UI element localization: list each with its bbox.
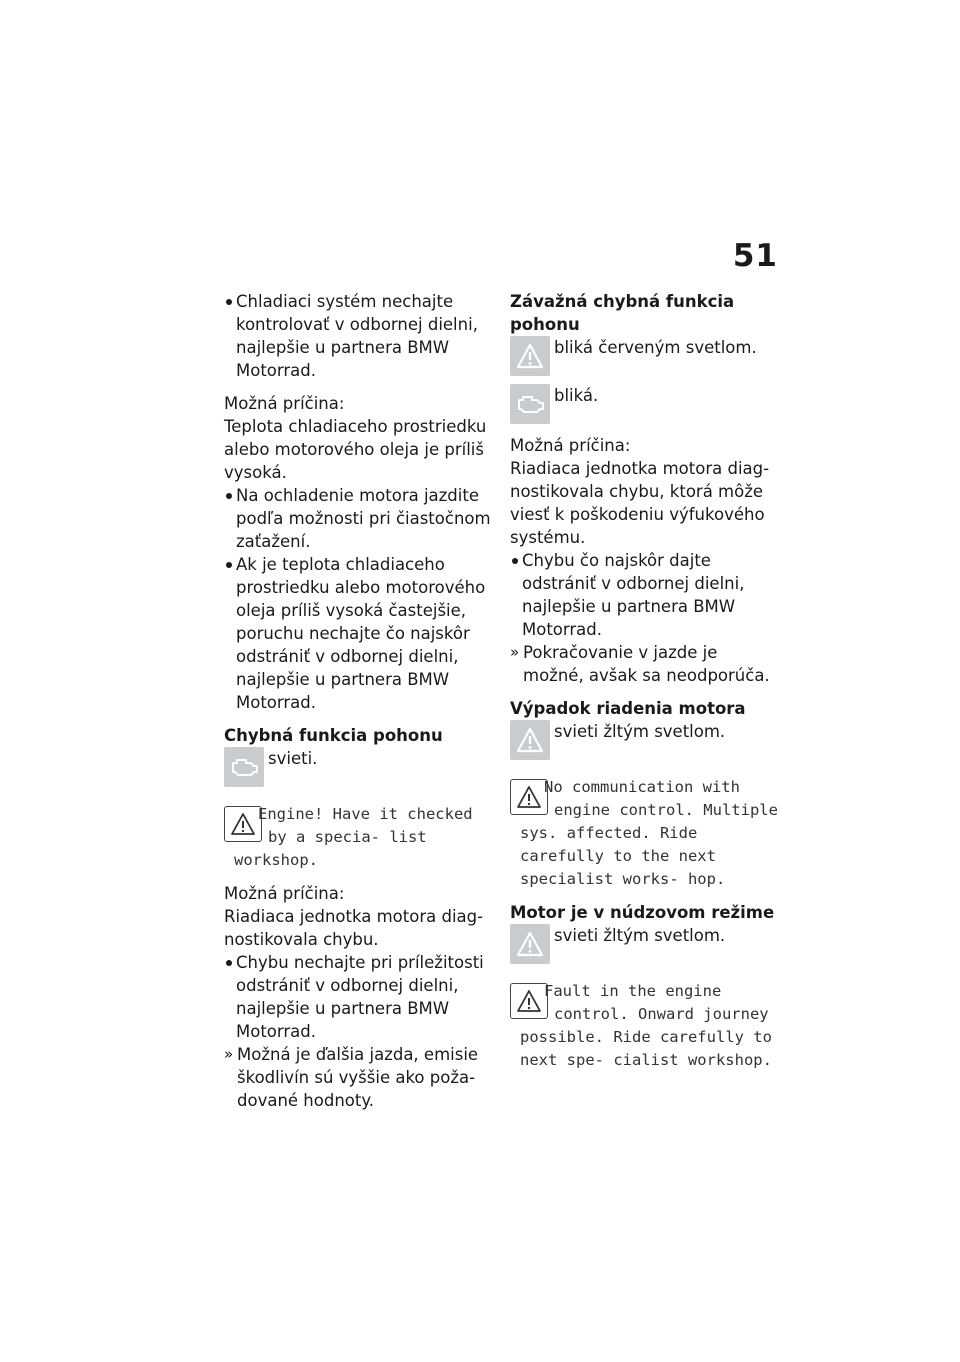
warning-triangle-icon (510, 779, 548, 815)
indicator-text: svieti. (268, 749, 318, 768)
display-message (510, 776, 782, 891)
warning-lamp-icon (510, 720, 550, 760)
result-item (510, 641, 782, 687)
cause-label: Možná príčina: (510, 436, 631, 455)
right-column (510, 290, 782, 1072)
indicator-row (510, 924, 782, 964)
cause-text: Riadiaca jednotka motora diagnostikovala chybu. (224, 907, 484, 949)
indicator-row (510, 336, 782, 376)
indicator-row (510, 720, 782, 760)
engine-lamp-icon (224, 747, 264, 787)
page-number: 51 (732, 238, 778, 274)
cause-label: Možná príčina: (224, 394, 345, 413)
result-item (224, 1043, 492, 1112)
indicator-row (510, 384, 782, 424)
warning-triangle-icon (510, 983, 548, 1019)
warning-lamp-icon (510, 336, 550, 376)
indicator-text: bliká. (554, 386, 599, 405)
cause-text: Riadiaca jednotka motora diagnostikovala chybu, ktorá môže viesť k poškodeniu výfukového systému. (510, 459, 770, 547)
indicator-text: svieti žltým svetlom. (554, 926, 726, 945)
result-marker: » (510, 643, 520, 661)
indicator-text: bliká červeným svetlom. (554, 338, 757, 357)
result-text: Pokračovanie v jazde je možné, avšak sa neodporúča. (523, 643, 770, 685)
cause-label: Možná príčina: (224, 884, 345, 903)
display-message (510, 980, 782, 1072)
section-heading: Výpadok riadenia motora (510, 699, 746, 718)
bullet-item: Chybu čo najskôr dajte odstrániť v odbornej dielni, najlepšie u partnera BMW Motorrad. (510, 549, 782, 641)
section-heading: Motor je v núdzovom režime (510, 903, 775, 922)
display-text: No communication with engine control. Multiple sys. affected. Ride carefully to the next specialist works- hop. (520, 778, 778, 888)
result-text: Možná je ďalšia jazda, emisie škodlivín sú vyššie ako požadované hodnoty. (237, 1045, 479, 1110)
bullet-item: Chybu nechajte pri príležitosti odstrániť v odbornej dielni, najlepšie u partnera BMW Motorrad. (224, 951, 492, 1043)
section-heading: Závažná chybná funkcia pohonu (510, 292, 735, 334)
display-message (224, 803, 492, 872)
engine-lamp-icon (510, 384, 550, 424)
display-text: Fault in the engine control. Onward journey possible. Ride carefully to next spe- cialist workshop. (520, 982, 772, 1069)
cause-text: Teplota chladiaceho prostriedku alebo motorového oleja je príliš vysoká. (224, 417, 487, 482)
indicator-text: svieti žltým svetlom. (554, 722, 726, 741)
bullet-item: Na ochladenie motora jazdite podľa možnosti pri čiastočnom zaťažení. (224, 484, 492, 553)
bullet-item: Chladiaci systém nechajte kontrolovať v odbornej dielni, najlepšie u partnera BMW Motorrad. (224, 290, 492, 382)
warning-triangle-icon (224, 806, 262, 842)
result-marker: » (224, 1045, 234, 1063)
indicator-row (224, 747, 492, 787)
left-column (224, 290, 492, 1112)
warning-lamp-icon (510, 924, 550, 964)
bullet-item: Ak je teplota chladiaceho prostriedku alebo motorového oleja príliš vysoká častejšie, poruchu nechajte čo najskôr odstrániť v odbornej dielni, najlepšie u partnera BMW Motorrad. (224, 553, 492, 714)
display-text: Engine! Have it checked by a specia- list workshop. (234, 805, 473, 869)
section-heading: Chybná funkcia pohonu (224, 726, 443, 745)
